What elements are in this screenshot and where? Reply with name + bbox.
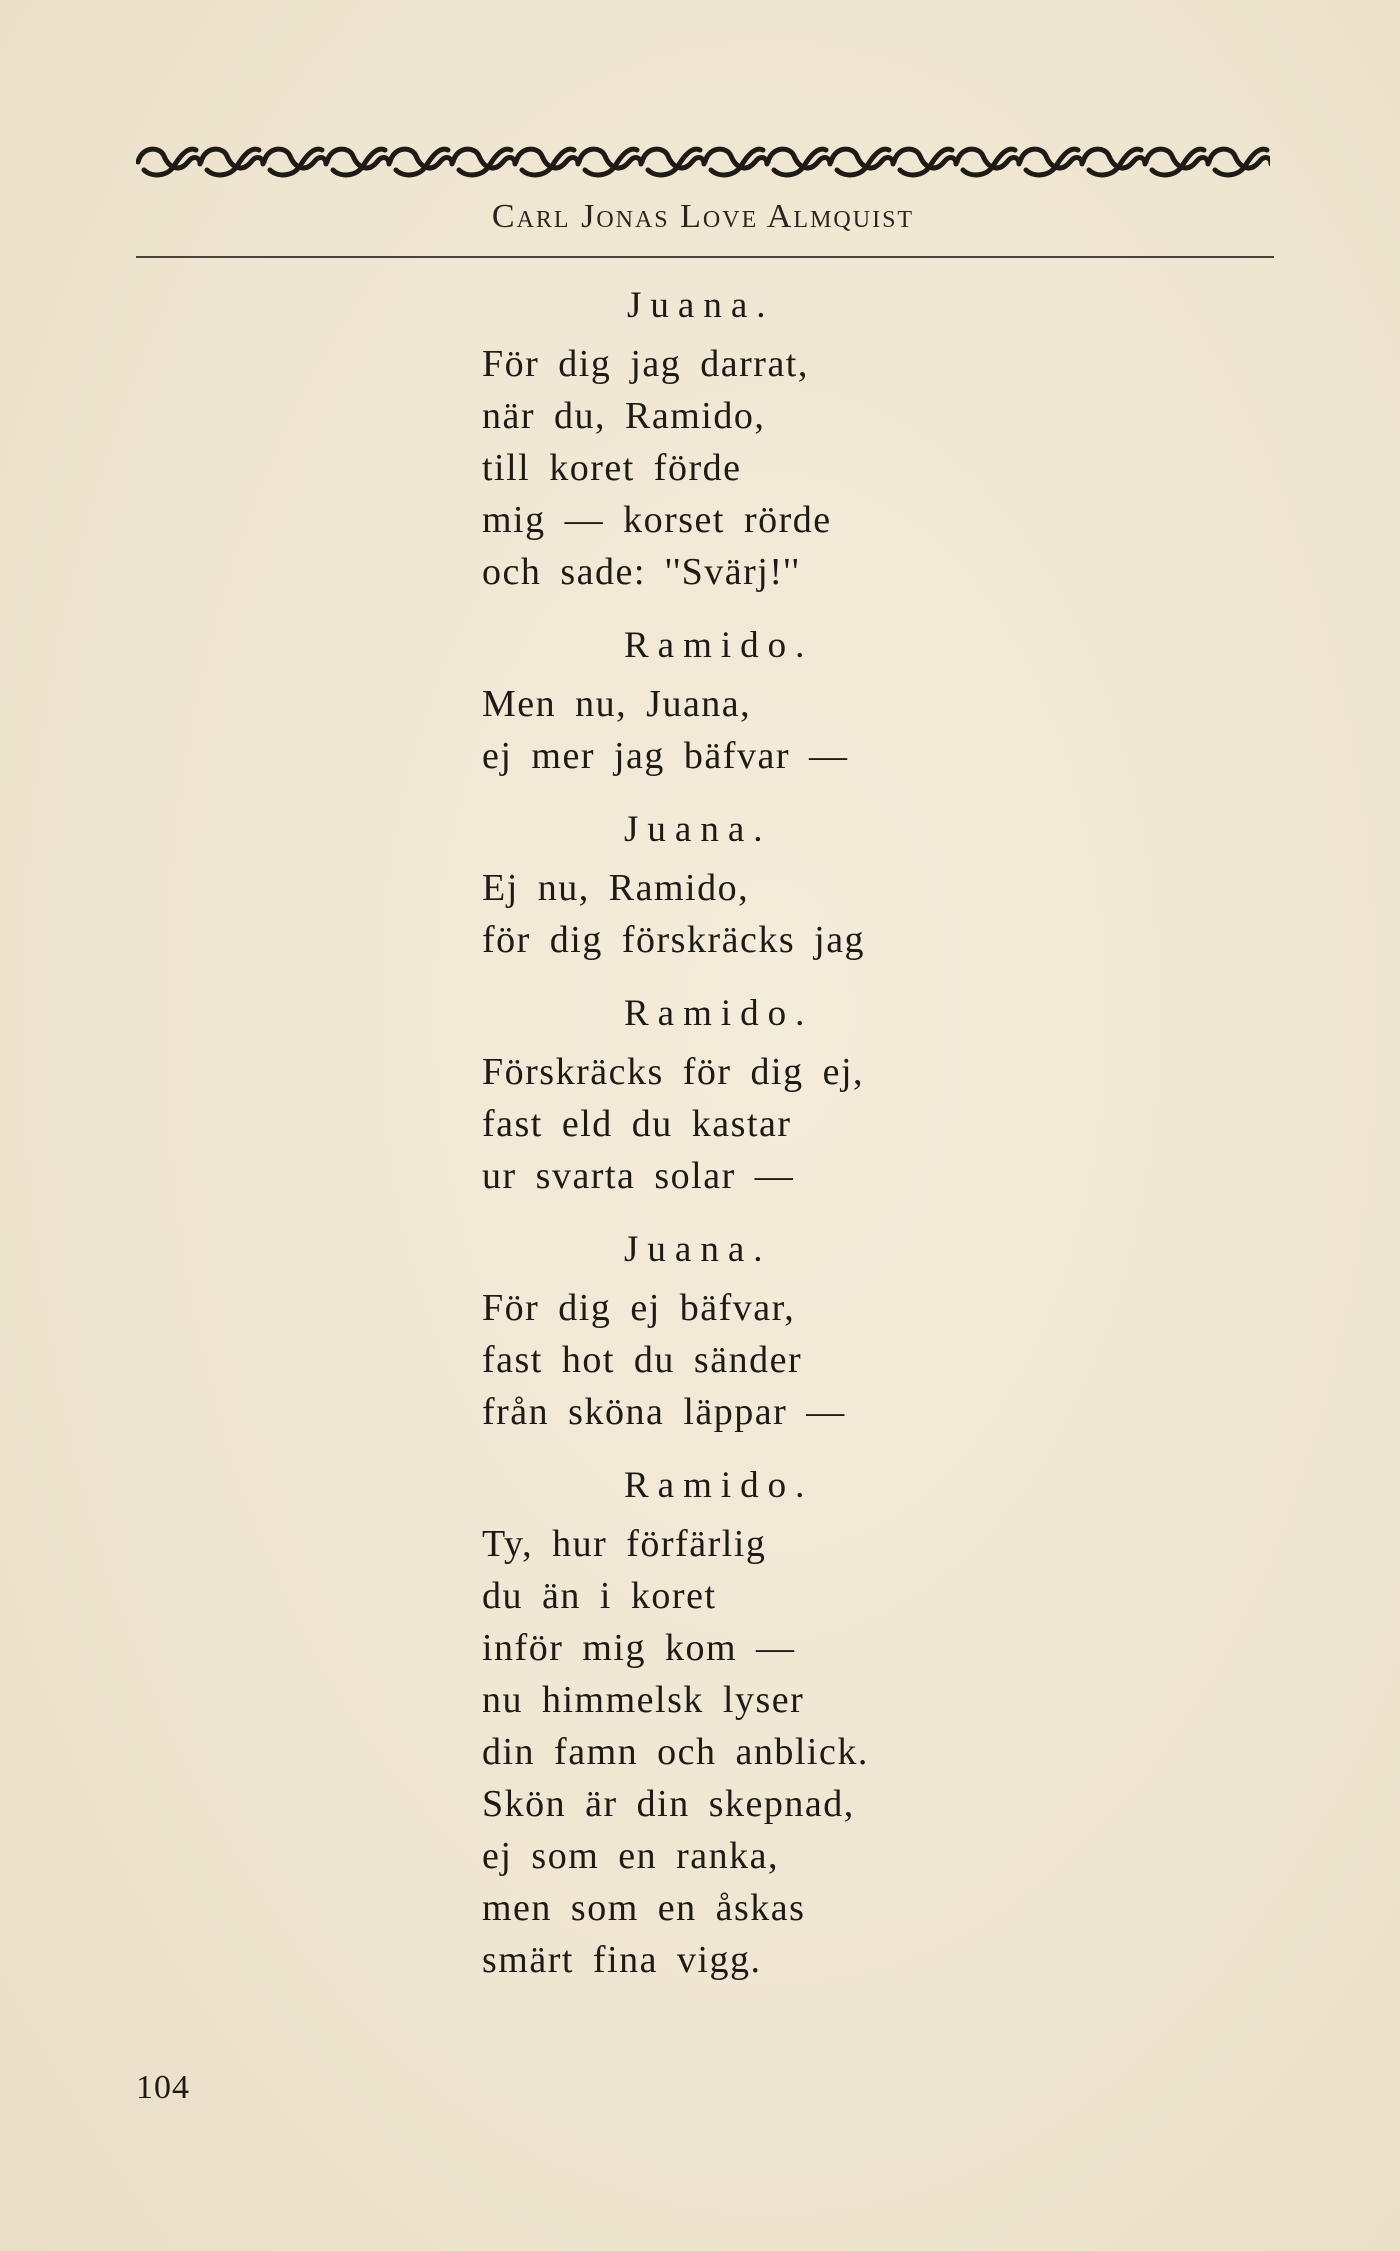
verse-line: ur svarta solar — <box>482 1155 795 1197</box>
speaker-label: Juana. <box>624 1229 772 1270</box>
stanza <box>482 1518 1002 1986</box>
verse-line: för dig förskräcks jag <box>482 919 866 961</box>
verse-line: fast hot du sänder <box>482 1339 803 1381</box>
verse-line: smärt fina vigg. <box>482 1939 762 1981</box>
stanza <box>482 678 1002 782</box>
stanza <box>482 862 1002 966</box>
verse-line: nu himmelsk lyser <box>482 1679 805 1721</box>
verse-line: För dig ej bäfvar, <box>482 1287 796 1329</box>
verse-line: Ej nu, Ramido, <box>482 867 750 909</box>
stanza <box>482 338 1002 598</box>
verse-line: men som en åskas <box>482 1887 806 1929</box>
verse-line: ej som en ranka, <box>482 1835 780 1877</box>
verse-line: Skön är din skepnad, <box>482 1783 855 1825</box>
page-number: 104 <box>136 2069 190 2106</box>
running-head: Carl Jonas Love Almquist <box>491 198 915 235</box>
speaker-label: Ramido. <box>624 625 814 666</box>
verse-line: när du, Ramido, <box>482 395 766 437</box>
verse-line: din famn och anblick. <box>482 1731 869 1773</box>
stanza <box>482 1282 1002 1438</box>
verse-line: fast eld du kastar <box>482 1103 792 1145</box>
verse-line: du än i koret <box>482 1575 717 1617</box>
decorative-border-ornament <box>136 140 1270 180</box>
speaker-label: Juana. <box>627 285 775 326</box>
verse-line: inför mig kom — <box>482 1627 796 1669</box>
verse-line: Förskräcks för dig ej, <box>482 1051 865 1093</box>
verse-line: För dig jag darrat, <box>482 343 809 385</box>
verse-line: mig — korset rörde <box>482 499 832 541</box>
verse-line: och sade: ''Svärj!'' <box>482 551 801 593</box>
verse-line: från sköna läppar — <box>482 1391 846 1433</box>
header-rule <box>136 256 1274 258</box>
verse-line: Ty, hur förfärlig <box>482 1523 767 1565</box>
verse-line: till koret förde <box>482 447 742 489</box>
stanza <box>482 1046 1002 1202</box>
verse-line: ej mer jag bäfvar — <box>482 735 849 777</box>
poem-text <box>482 280 1002 1986</box>
verse-line: Men nu, Juana, <box>482 683 752 725</box>
speaker-label: Juana. <box>624 809 772 850</box>
speaker-label: Ramido. <box>624 1465 814 1506</box>
speaker-label: Ramido. <box>624 993 814 1034</box>
